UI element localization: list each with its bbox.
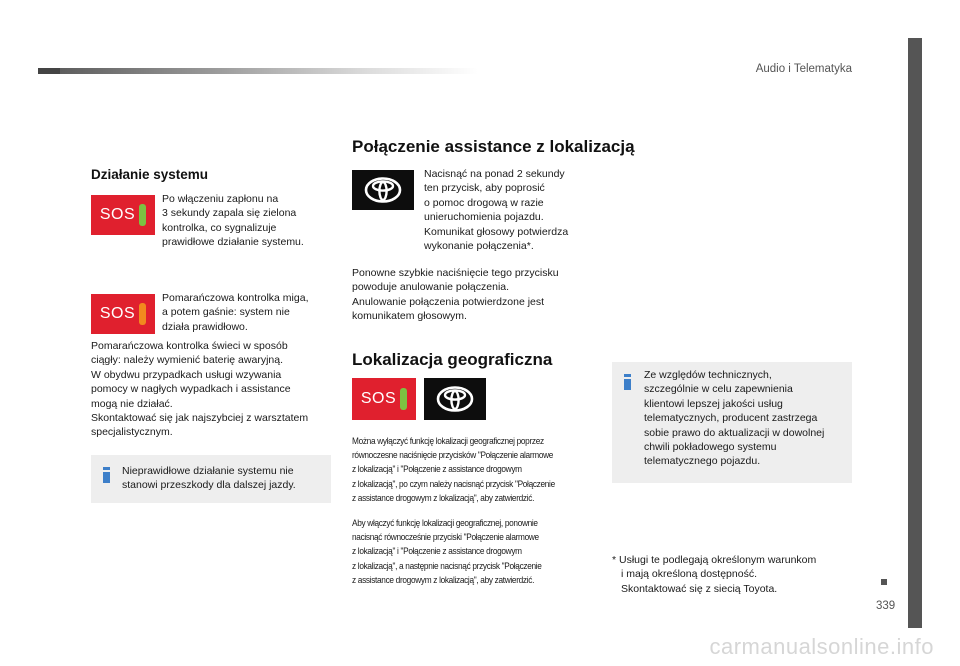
note-text: Nieprawidłowe działanie systemu nie stanowi przeszkody dla dalszej jazdy. xyxy=(122,465,296,492)
text-geo-disable: Można wyłączyć funkcję lokalizacji geograficznej poprzez równoczesne naciśnięcie przycisków "Połączenie alarmowe z lokalizacją" i "Połączenie z assistance drogowym z lokalizacją", po czym należy nacisnąć przycisk "Połączenie z assistance drogowym z lokalizacją", aby zatwierdzić. xyxy=(352,436,555,503)
text-orange-led-blink: Pomarańczowa kontrolka miga, a potem gaśnie: system nie działa prawidłowo. xyxy=(162,292,309,333)
side-stripe xyxy=(908,38,922,628)
heading-geolocation: Lokalizacja geograficzna xyxy=(352,350,553,369)
watermark: carmanualsonline.info xyxy=(709,634,934,659)
sos-label: SOS xyxy=(99,305,136,322)
text-geo-enable: Aby włączyć funkcję lokalizacji geograficznej, ponownie nacisnąć równocześnie przyciski "Połączenie alarmowe z lokalizacją" i "Połączenie z assistance drogowym z lokalizacją", a następnie nacisnąć przycisk "Połączenie z assistance drogowym z lokalizacją", aby zatwierdzić. xyxy=(352,518,542,585)
heading-system-operation: Działanie systemu xyxy=(91,167,209,182)
green-led-icon xyxy=(139,204,146,226)
sos-label: SOS xyxy=(360,390,397,407)
text-cancel-call: Ponowne szybkie naciśnięcie tego przycisku powoduje anulowanie połączenia. Anulowanie połączenia potwierdzone jest komunikatem głosowym. xyxy=(352,267,559,323)
page-number: 339 xyxy=(876,600,896,612)
text-assistance-press: Nacisnąć na ponad 2 sekundy ten przycisk, aby poprosić o pomoc drogową w razie unieruchomienia pojazdu. Komunikat głosowy potwierdza wykonanie połączenia*. xyxy=(424,168,569,253)
header-gradient-bar xyxy=(38,68,478,74)
note-text: Ze względów technicznych, szczególnie w celu zapewnienia klientowi lepszej jakości usług telematycznych, producent zastrzega sobie prawo do aktualizacji w dowolnej chwili pokładowego systemu telematycznego pojazdu. xyxy=(644,369,825,468)
sos-button-icon xyxy=(91,294,155,334)
sos-button-icon xyxy=(352,378,416,420)
info-note-icon xyxy=(103,467,110,483)
text-green-led: Po włączeniu zapłonu na 3 sekundy zapala się zielona kontrolka, co sygnalizuje prawidłowe działanie systemu. xyxy=(162,193,304,249)
green-led-icon xyxy=(400,388,407,410)
sos-button-icon xyxy=(91,195,155,235)
toyota-logo-icon xyxy=(352,170,414,210)
footnote: * Usługi te podlegają określonym warunkom i mają określoną dostępność. Skontaktować się z siecią Toyota. xyxy=(612,554,817,595)
note-box-updates xyxy=(612,362,852,483)
note-box-malfunction xyxy=(91,455,331,503)
section-title: Audio i Telematyka xyxy=(755,63,852,75)
heading-assistance-call: Połączenie assistance z lokalizacją xyxy=(352,137,635,156)
toyota-logo-icon xyxy=(424,378,486,420)
sos-label: SOS xyxy=(99,206,136,223)
header-bar-accent xyxy=(38,68,60,74)
page-marker xyxy=(881,579,887,585)
text-orange-led-steady: Pomarańczowa kontrolka świeci w sposób ciągły: należy wymienić baterię awaryjną. W obydwu przypadkach usługi wzywania pomocy w nagłych wypadkach i assistance mogą nie działać. Skontaktować się jak najszybciej z warsztatem specjalistycznym. xyxy=(91,340,309,439)
info-note-icon xyxy=(624,374,631,390)
orange-led-icon xyxy=(139,303,146,325)
